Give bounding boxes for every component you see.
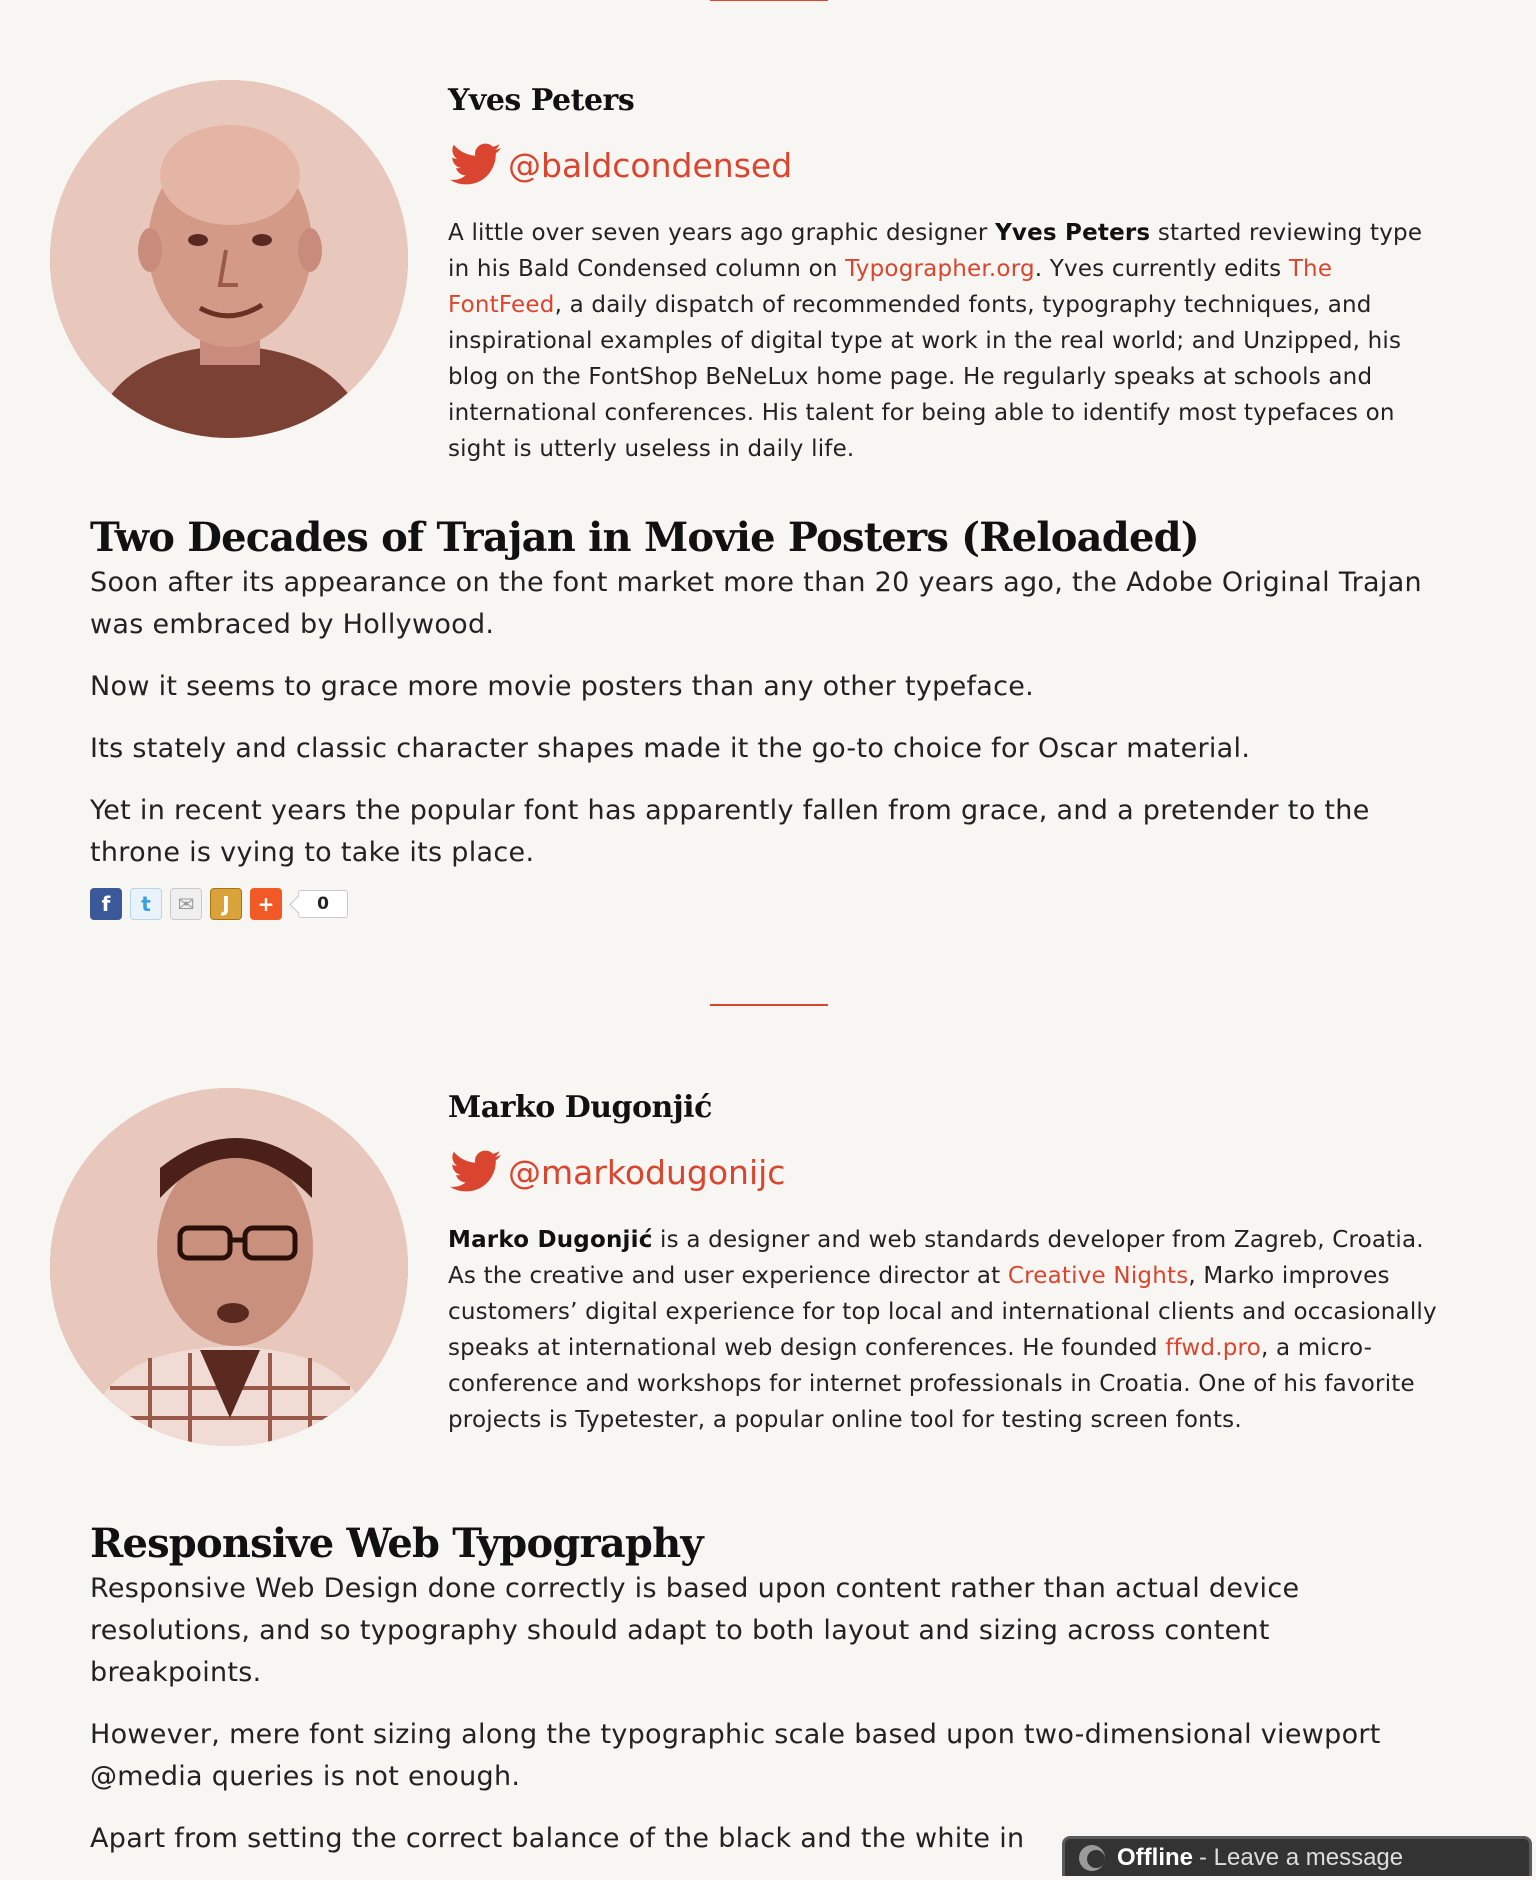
bio-name: Yves Peters	[995, 220, 1151, 246]
speaker-bio	[448, 1222, 1448, 1438]
share-bar	[90, 888, 1450, 920]
bookmark-share-icon[interactable]: J	[210, 888, 242, 920]
bio-text: started reviewing type in his Bald Condensed column on	[448, 220, 1423, 282]
bio-text: is a designer and web standards developer from Zagreb, Croatia. As the creative and user experience director at	[448, 1227, 1424, 1289]
talk-paragraph: Yet in recent years the popular font has apparently fallen from grace, and a pretender to the throne is vying to take its place.	[90, 795, 1370, 868]
twitter-handle-row	[448, 141, 1448, 191]
section-divider-top	[710, 0, 828, 1]
speaker-info	[448, 83, 1448, 467]
talk-paragraph: Its stately and classic character shapes made it the go-to choice for Oscar material.	[90, 733, 1251, 764]
talk-section	[90, 514, 1450, 920]
speaker-photo-yves	[50, 80, 408, 438]
twitter-bird-icon	[448, 142, 504, 190]
twitter-handle-link[interactable]: @baldcondensed	[508, 146, 793, 185]
twitter-handle-link[interactable]: @markodugonijc	[508, 1153, 786, 1192]
addthis-plus-icon[interactable]: +	[250, 888, 282, 920]
email-share-icon[interactable]: ✉	[170, 888, 202, 920]
talk-paragraph: Apart from setting the correct balance of the black and the white in	[90, 1823, 1025, 1854]
share-count: 0	[298, 890, 348, 918]
bio-text: , Marko improves customers’ digital experience for top local and international clients and occasionally speaks at international web design conferences. He founded	[448, 1263, 1437, 1361]
portrait-image	[50, 1088, 408, 1446]
talk-title: Two Decades of Trajan in Movie Posters (Reloaded)	[90, 514, 1199, 561]
talk-title: Responsive Web Typography	[90, 1520, 703, 1567]
bio-name: Marko Dugonjić	[448, 1227, 653, 1253]
speaker-bio	[448, 215, 1448, 467]
speaker-name: Marko Dugonjić	[448, 1090, 712, 1125]
section-divider	[710, 1004, 828, 1006]
portrait-image	[50, 80, 408, 438]
ffwd-link[interactable]: ffwd.pro	[1165, 1335, 1261, 1361]
facebook-share-icon[interactable]: f	[90, 888, 122, 920]
creative-nights-link[interactable]: Creative Nights	[1007, 1263, 1189, 1289]
talk-section	[90, 1520, 1450, 1880]
talk-paragraph: However, mere font sizing along the typographic scale based upon two-dimensional viewport @media queries is not enough.	[90, 1719, 1381, 1792]
talk-paragraph: Soon after its appearance on the font market more than 20 years ago, the Adobe Original Trajan was embraced by Hollywood.	[90, 567, 1422, 640]
speaker-name: Yves Peters	[448, 83, 635, 118]
twitter-handle-row	[448, 1148, 1448, 1198]
bio-text: A little over seven years ago graphic designer	[448, 220, 996, 246]
twitter-share-icon[interactable]: t	[130, 888, 162, 920]
chat-widget[interactable]	[1062, 1836, 1532, 1876]
fontfeed-link[interactable]: The FontFeed	[448, 256, 1333, 318]
bio-text: , a micro-conference and workshops for internet professionals in Croatia. One of his favorite projects is Typetester, a popular online tool for testing screen fonts.	[448, 1335, 1415, 1433]
chat-status-icon	[1079, 1845, 1105, 1871]
chat-message: - Leave a message	[1199, 1843, 1404, 1871]
speaker-info	[448, 1090, 1448, 1438]
talk-paragraph: Responsive Web Design done correctly is based upon content rather than actual device resolutions, and so typography should adapt to both layout and sizing across content breakpoints.	[90, 1573, 1300, 1688]
bio-text: , a daily dispatch of recommended fonts, typography techniques, and inspirational examples of digital type at work in the real world; and Unzipped, his blog on the FontShop BeNeLux home page. He regularly speaks at schools and international conferences. His talent for being able to identify most typefaces on sight is utterly useless in daily life.	[448, 292, 1402, 462]
bio-text: . Yves currently edits	[1034, 256, 1289, 282]
talk-paragraph: Now it seems to grace more movie posters than any other typeface.	[90, 671, 1035, 702]
speaker-photo-marko	[50, 1088, 408, 1446]
chat-status: Offline	[1117, 1843, 1193, 1871]
twitter-bird-icon	[448, 1149, 504, 1197]
typographer-link[interactable]: Typographer.org	[845, 256, 1035, 282]
